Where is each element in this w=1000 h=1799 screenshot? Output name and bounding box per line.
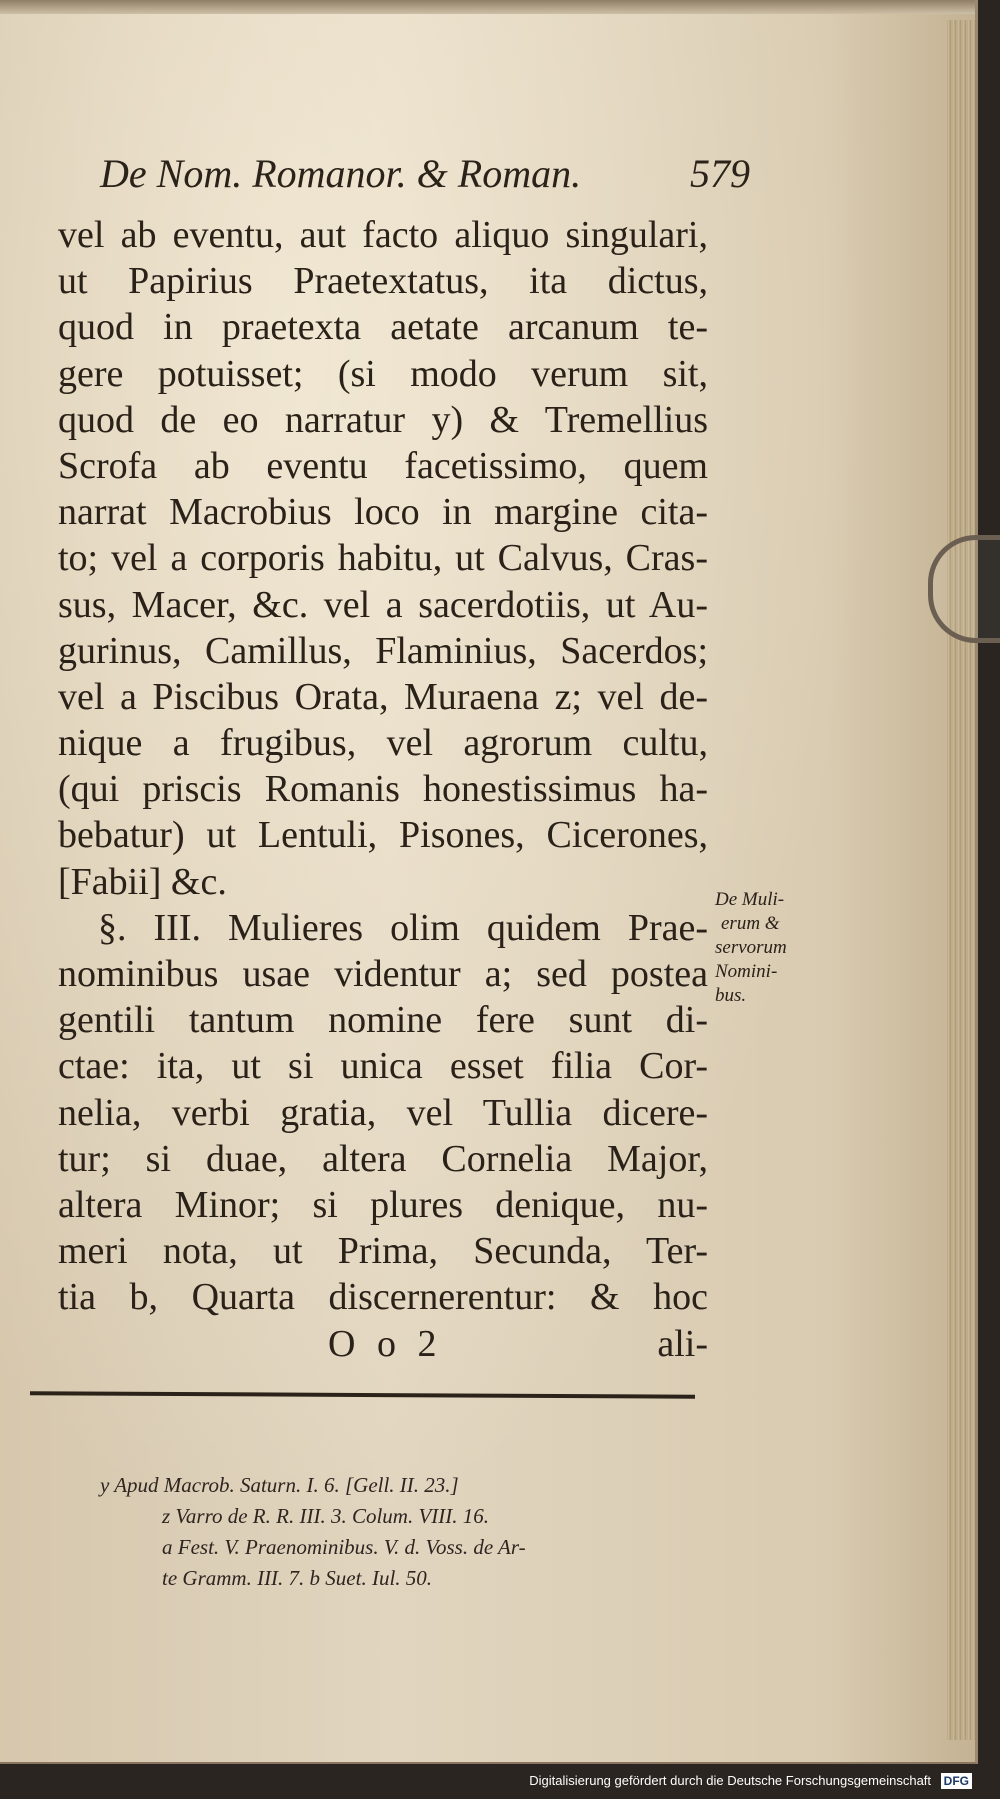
catchword: ali- bbox=[657, 1322, 708, 1365]
credit-text: Digitalisierung gefördert durch die Deutsche Forschungsgemeinschaft bbox=[529, 1773, 932, 1788]
page-stack-edges bbox=[947, 20, 975, 1740]
text-line: ut Papirius Praetextatus, ita dictus, bbox=[58, 260, 708, 303]
margin-note-line: bus. bbox=[715, 985, 747, 1006]
text-line: bebatur) ut Lentuli, Pisones, Cicerones, bbox=[58, 814, 708, 857]
text-line: altera Minor; si plures denique, nu- bbox=[58, 1183, 708, 1226]
text-line: tia b, Quarta discernerentur: & hoc bbox=[58, 1276, 708, 1319]
page-top-edge bbox=[0, 0, 975, 14]
text-line: sus, Macer, &c. vel a sacerdotiis, ut Au- bbox=[58, 583, 708, 626]
signature-mark: O o 2 bbox=[328, 1322, 443, 1365]
text-line: tur; si duae, altera Cornelia Major, bbox=[58, 1137, 708, 1180]
text-line: gere potuisset; (si modo verum sit, bbox=[58, 352, 708, 395]
text-line: nique a frugibus, vel agrorum cultu, bbox=[58, 722, 708, 765]
text-line: gurinus, Camillus, Flaminius, Sacerdos; bbox=[58, 629, 708, 672]
text-line: quod in praetexta aetate arcanum te- bbox=[58, 306, 708, 349]
running-head bbox=[100, 150, 750, 198]
text-line: Scrofa ab eventu facetissimo, quem bbox=[58, 444, 708, 487]
text-line: nominibus usae videntur a; sed postea bbox=[58, 953, 708, 995]
text-line: vel ab eventu, aut facto aliquo singulari, bbox=[58, 214, 708, 256]
footnote-rule bbox=[30, 1391, 695, 1398]
footnotes bbox=[100, 1470, 740, 1594]
footnote-line: z Varro de R. R. III. 3. Colum. VIII. 16. bbox=[162, 1504, 490, 1528]
text-line: meri nota, ut Prima, Secunda, Ter- bbox=[58, 1230, 708, 1273]
text-line: vel a Piscibus Orata, Muraena z; vel de- bbox=[58, 675, 708, 718]
text-line: to; vel a corporis habitu, ut Calvus, Cras- bbox=[58, 537, 708, 580]
footnote-line: te Gramm. III. 7. b Suet. Iul. 50. bbox=[162, 1566, 433, 1590]
digitization-credit bbox=[529, 1769, 972, 1793]
dfg-logo: DFG bbox=[941, 1773, 972, 1789]
margin-note-line: erum & bbox=[721, 913, 780, 934]
margin-note-line: servorum bbox=[715, 937, 787, 958]
text-line: narrat Macrobius loco in margine cita- bbox=[58, 491, 708, 534]
text-line: (qui priscis Romanis honestissimus ha- bbox=[58, 768, 708, 811]
footnote-line: y Apud Macrob. Saturn. I. 6. [Gell. II. 23.] bbox=[100, 1473, 459, 1497]
signature-line bbox=[58, 1321, 708, 1367]
page-number: 579 bbox=[690, 151, 750, 196]
text-line: gentili tantum nomine fere sunt di- bbox=[58, 999, 708, 1042]
section-heading-line: §. III. Mulieres olim quidem Prae- bbox=[98, 906, 708, 949]
text-line: [Fabii] &c. bbox=[58, 860, 227, 903]
margin-note-line: De Muli- bbox=[715, 889, 785, 910]
main-text bbox=[58, 212, 708, 1367]
text-line: quod de eo narratur y) & Tremellius bbox=[58, 398, 708, 441]
footnote-line: a Fest. V. Praenominibus. V. d. Voss. de Ar- bbox=[162, 1535, 526, 1559]
margin-note bbox=[715, 888, 835, 1008]
text-line: ctae: ita, ut si unica esset filia Cor- bbox=[58, 1045, 708, 1088]
running-head-title: De Nom. Romanor. & Roman. bbox=[100, 151, 582, 196]
text-line: nelia, verbi gratia, vel Tullia dicere- bbox=[58, 1091, 708, 1134]
margin-note-line: Nomini- bbox=[715, 961, 778, 982]
